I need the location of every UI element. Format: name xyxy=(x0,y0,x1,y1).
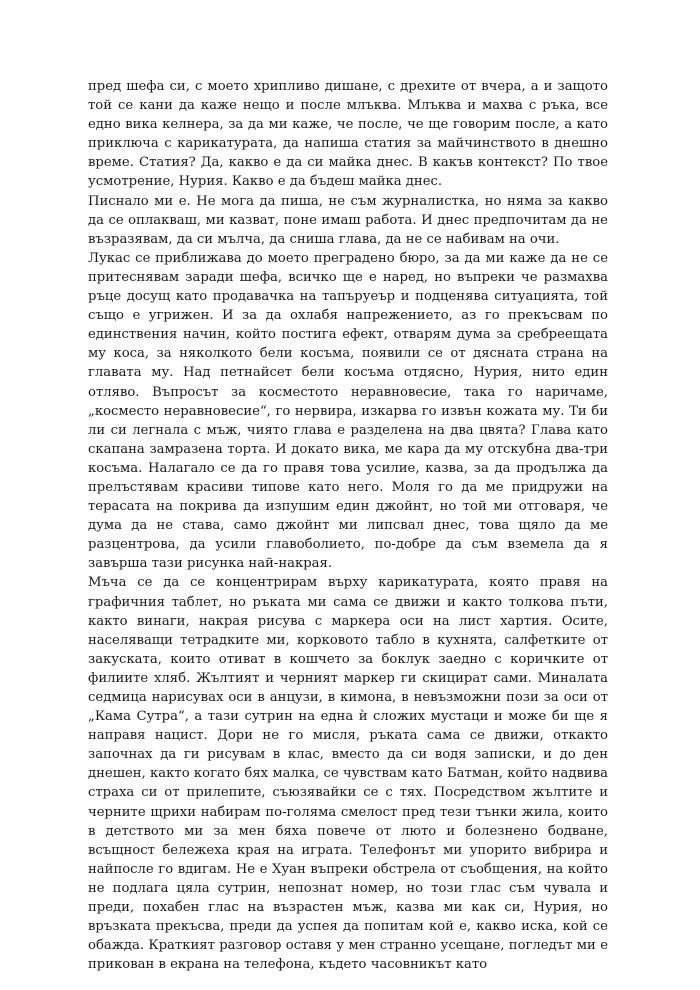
body-text xyxy=(88,77,608,974)
paragraph-1: пред шефа си, с моето хрипливо дишане, с дрехите от вчера, а и защото той се кани да каже нещо и после млъква. Млъква и махва с ръка, все едно вика келнера, за да ми каже, че после, че ще говорим после, а като приключа с карикатурата, да напиша статия за майчинството в днешно време. Статия? Да, какво е да си майка днес. В какъв контекст? По твое усмотрение, Нурия. Какво е да бъдеш майка днес. xyxy=(88,79,608,190)
paragraph-2: Писнало ми е. Не мога да пиша, не съм журналистка, но няма за какво да се оплакваш, ми казват, поне имаш работа. И днес предпочитам да не възразявам, да си мълча, да сниша глава, да не се набивам на очи. xyxy=(88,193,608,247)
paragraph-4: Мъча се да се концентрирам върху карикатурата, която правя на графичния таблет, но ръката ми сама се движи и както толкова пъти, както винаги, накрая рисува с маркера оси на лист хартия. Осите, населяващи тетрадките ми, корковото табло в кухнята, салфетките от закуската, които отиват в кошчето за боклук заедно с коричките от филиите хляб. Жълтият и черният маркер ги скицират сами. Миналата седмица нарисувах оси в анцузи, в кимона, в невъзможни пози за оси от „Кама Сутра“, а тази сутрин на една ѝ сложих мустаци и може би ще я направя нацист. Дори не го мисля, ръката сама се движи, откакто започнах да ги рисувам в клас, вместо да си водя записки, и до ден днешен, както когато бях малка, се чувствам като Батман, който надвива страха си от прилепите, съюзявайки се с тях. Посредством жълтите и черните щрихи набирам по-голяма смелост пред тези тънки жила, които в детството ми за мен бяха повече от лютo и болезнено бодване, всъщност бележеха края на играта. Телефонът ми упорито вибрира и найпосле го вдигам. Не е Хуан въпреки обстрела от съобщения, на който не подлага цяла сутрин, непознат номер, но този глас съм чувала и преди, похабен глас на възрастен мъж, казва ми как си, Нурия, но връзката прекъсва, преди да успея да попитам кой е, какво иска, кой се обажда. Краткият разговор оставя у мен странно усещане, погледът ми е прикован в екрана на телефона, където часовникът като xyxy=(88,575,608,973)
paragraph-3: Лукас се приближава до моето преградено бюро, за да ми каже да не се притеснявам заради шефа, всичко ще е наред, но въпреки че размахва ръце досущ като продавачка на тапъруеър и подценява ситуацията, той също е угрижен. И за да охлабя напрежението, аз го прекъсвам по единствения начин, който постига ефект, отварям дума за сребреещата му коса, за няколкото бели косъма, появили се от дясната страна на главата му. Над петнайсет бели косъма отдясно, Нурия, нито един отляво. Въпросът за косместото неравновесие, така го наричаме, „косместо неравновесие“, го нервира, изкарва го извън кожата му. Ти би ли си легнала с мъж, чиято глава е разделена на два цвята? Глава като скапана замразена торта. И докато вика, ме кара да му отскубна два-три косъма. Налагало се да го правя това усилие, казва, за да продължа да прелъстявам красиви типове като него. Моля го да ме придружи на терасата на покрива да изпушим един джойнт, но той ми отговаря, че дума да не става, само джойнт ми липсвал днес, това щяло да ме разцентрова, да усили главоболието, по-добре да съм вземела да я завърша тази рисунка най-накрая. xyxy=(88,250,608,572)
